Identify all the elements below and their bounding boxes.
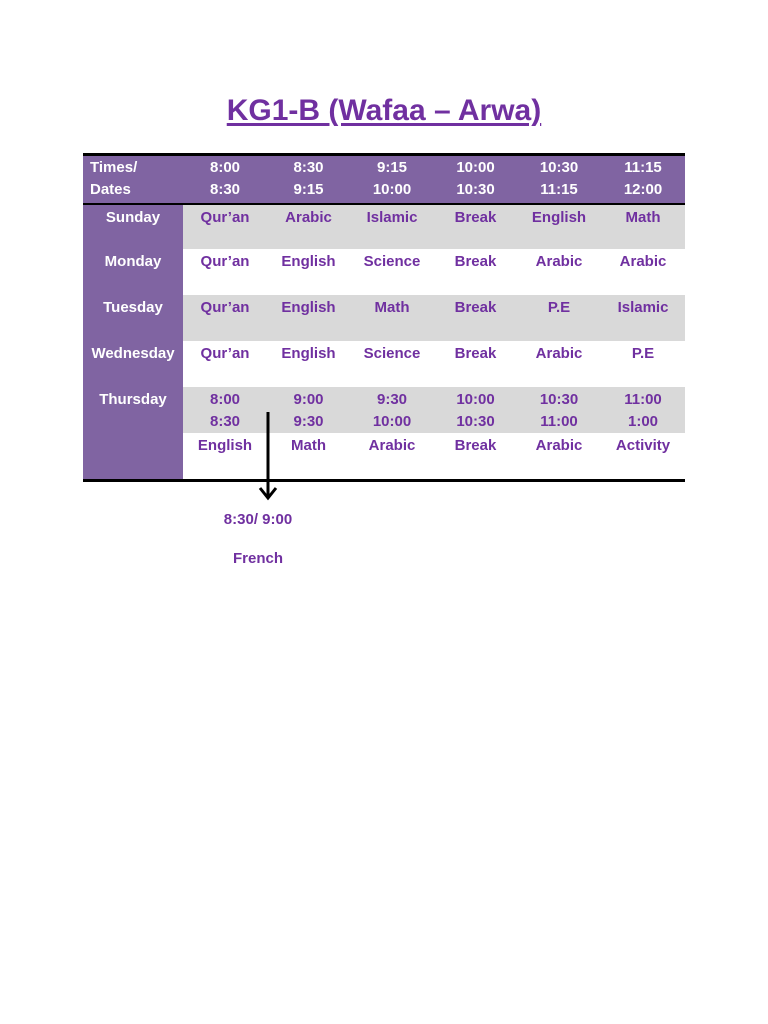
subject-cell: Arabic: [267, 204, 350, 249]
schedule-table: [83, 153, 685, 482]
subject-cell: Break: [454, 437, 497, 454]
day-label: Wednesday: [83, 341, 183, 387]
subject-cell: Arabic: [535, 345, 583, 362]
time-cell: 10:00 10:30: [434, 387, 517, 433]
subject-cell: Math: [350, 295, 434, 341]
table-row: [83, 387, 685, 433]
arrow-down-icon: [258, 412, 278, 504]
day-label: Monday: [83, 249, 183, 295]
header-slot: 10:00 10:30: [434, 156, 517, 204]
header-slot: 8:00 8:30: [183, 156, 267, 204]
header-slot: 9:15 10:00: [350, 156, 434, 204]
subject-cell: Islamic: [601, 295, 685, 341]
day-label: Thursday: [83, 387, 183, 479]
subject-cell: English: [267, 295, 350, 341]
subject-cell: Qur’an: [183, 204, 267, 249]
subject-cell: Science: [363, 253, 421, 270]
day-label: Tuesday: [83, 295, 183, 341]
header-slot: 11:15 12:00: [601, 156, 685, 204]
subject-cell: P.E: [517, 295, 601, 341]
subject-cell: English: [281, 253, 336, 270]
subject-cell: Qur’an: [200, 253, 250, 270]
subject-cell: Arabic: [535, 253, 583, 270]
subject-cell: Arabic: [368, 437, 416, 454]
time-cell: 11:00 1:00: [601, 387, 685, 433]
header-slot: 8:30 9:15: [267, 156, 350, 204]
header-label: Times/ Dates: [83, 156, 183, 204]
subject-cell: Activity: [615, 437, 671, 454]
subject-cell: Break: [454, 345, 497, 362]
time-cell: 9:00 9:30: [267, 387, 350, 433]
time-cell: 8:00 8:30: [183, 387, 267, 433]
table-row: [83, 295, 685, 341]
table-row: [83, 249, 685, 295]
page-title: KG1-B (Wafaa – Arwa): [226, 94, 542, 127]
time-cell: 10:30 11:00: [517, 387, 601, 433]
subject-cell: Science: [363, 345, 421, 362]
subject-cell: Qur’an: [200, 345, 250, 362]
subject-cell: Arabic: [619, 253, 667, 270]
subject-cell: English: [517, 204, 601, 249]
subject-cell: Math: [601, 204, 685, 249]
subject-cell: Arabic: [535, 437, 583, 454]
table-row: [83, 204, 685, 249]
header-slot: 10:30 11:15: [517, 156, 601, 204]
subject-cell: English: [197, 437, 253, 454]
subject-cell: Break: [434, 295, 517, 341]
time-cell: 9:30 10:00: [350, 387, 434, 433]
subject-cell: English: [281, 345, 336, 362]
subject-cell: Islamic: [350, 204, 434, 249]
note-time: 8:30/ 9:00: [223, 511, 293, 528]
subject-cell: P.E: [631, 345, 655, 362]
table-row: [83, 341, 685, 387]
subject-cell: Break: [434, 204, 517, 249]
header-row: [83, 156, 685, 204]
note-subject: French: [232, 550, 283, 567]
subject-cell: Break: [454, 253, 497, 270]
day-label: Sunday: [83, 204, 183, 249]
subject-cell: Math: [291, 437, 326, 454]
subject-cell: Qur’an: [183, 295, 267, 341]
